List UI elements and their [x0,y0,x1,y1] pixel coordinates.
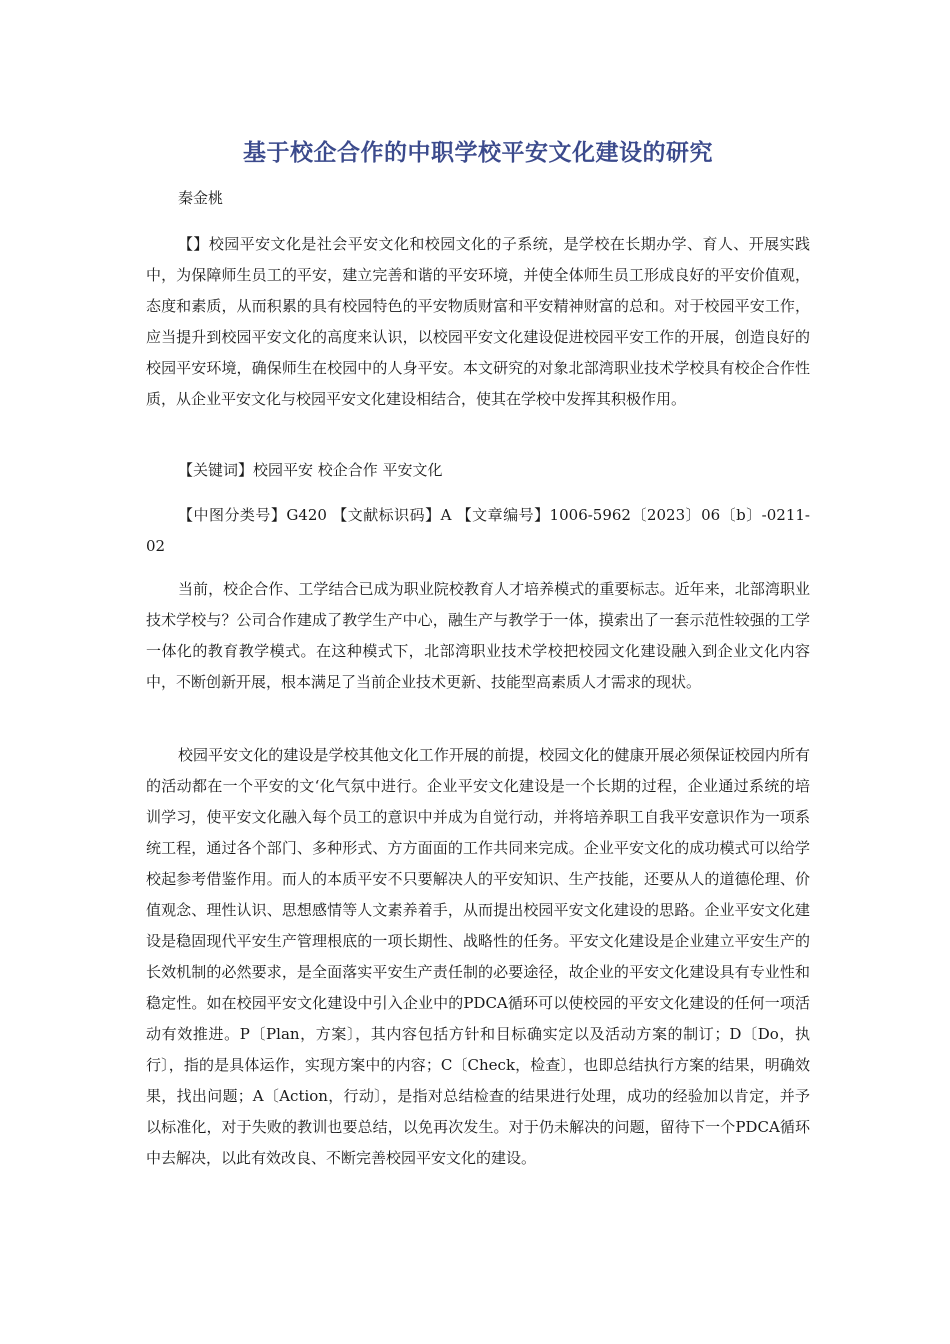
author-name: 秦金桃 [178,189,224,207]
article-title: 基于校企合作的中职学校平安文化建设的研究 [243,140,713,166]
abstract-text: 校园平安文化是社会平安文化和校园文化的子系统，是学校在长期办学、育人、开展实践中，为保障师生员工的平安，建立完善和谐的平安环境，并使全体师生员工形成良好的平安价值观，态度和素质，从而积累的具有校园特色的平安物质财富和平安精神财富的总和。对于校园平安工作，应当提升到校园平安文化的高度来认识，以校园平安文化建设促进校园平安工作的开展，创造良好的校园平安环境，确保师生在校园中的人身平安。本文研究的对象北部湾职业技术学校具有校企合作性质，从企业平安文化与校园平安文化建设相结合，使其在学校中发挥其积极作用。 [146,235,810,408]
abstract-label: 【】 [178,235,209,253]
keywords-text: 校园平安 校企合作 平安文化 [253,461,443,479]
classification-info: 【中图分类号】G420 【文献标识码】A 【文章编号】1006-5962〔2023〕06〔b〕-0211-02 [146,506,810,555]
keywords [146,455,810,486]
body-paragraph: 当前，校企合作、工学结合已成为职业院校教育人才培养模式的重要标志。近年来，北部湾职业技术学校与？公司合作建成了教学生产中心，融生产与教学于一体，摸索出了一套示范性较强的工学一体化的教育教学模式。在这种模式下，北部湾职业技术学校把校园文化建设融入到企业文化内容中，不断创新开展，根本满足了当前企业技术更新、技能型高素质人才需求的现状。 [146,580,810,691]
body-paragraph: 校园平安文化的建设是学校其他文化工作开展的前提，校园文化的健康开展必须保证校园内所有的活动都在一个平安的文‘化气氛中进行。企业平安文化建设是一个长期的过程，企业通过系统的培训学习，使平安文化融入每个员工的意识中并成为自觉行动，并将培养职工自我平安意识作为一项系统工程，通过各个部门、多种形式、方方面面的工作共同来完成。企业平安文化的成功模式可以给学校起参考借鉴作用。而人的本质平安不只要解决人的平安知识、生产技能，还要从人的道德伦理、价值观念、理性认识、思想感情等人文素养着手，从而提出校园平安文化建设的思路。企业平安文化建设是稳固现代平安生产管理根底的一项长期性、战略性的任务。平安文化建设是企业建立平安生产的长效机制的必然要求，是全面落实平安生产责任制的必要途径，故企业的平安文化建设具有专业性和稳定性。如在校园平安文化建设中引入企业中的PDCA循环可以使校园的平安文化建设的任何一项活动有效推进。P〔Plan，方案〕，其内容包括方针和目标确实定以及活动方案的制订；D〔Do，执行〕，指的是具体运作，实现方案中的内容；C〔Check，检查〕，也即总结执行方案的结果，明确效果，找出问题；A〔Action，行动〕，是指对总结检查的结果进行处理，成功的经验加以肯定，并予以标准化，对于失败的教训也要总结，以免再次发生。对于仍未解决的问题，留待下一个PDCA循环中去解决，以此有效改良、不断完善校园平安文化的建设。 [146,746,810,1167]
abstract [146,229,810,415]
keywords-label: 【关键词】 [178,461,254,479]
